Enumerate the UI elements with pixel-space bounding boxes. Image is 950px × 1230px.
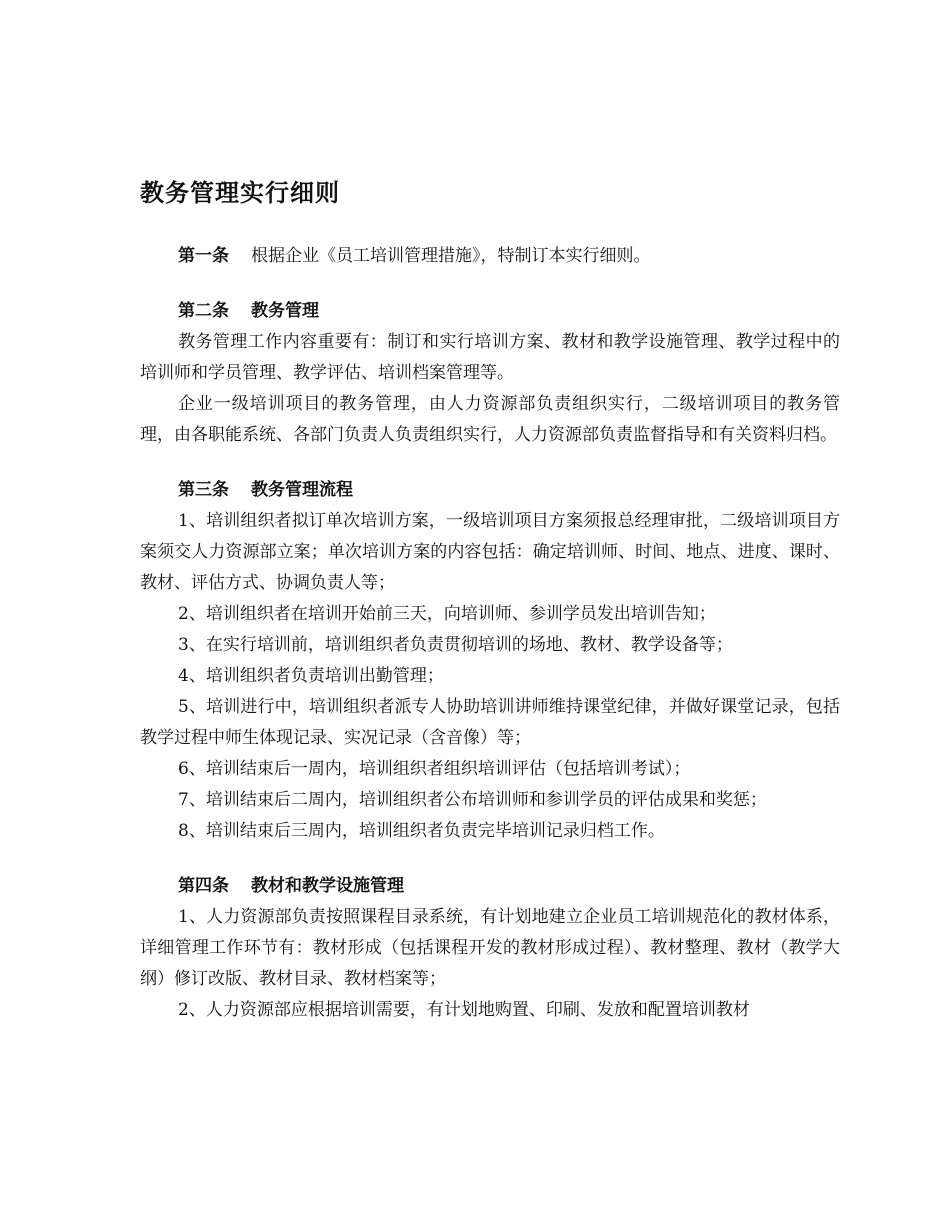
article-number: 第四条 (178, 876, 229, 896)
document-body (140, 175, 840, 1026)
article-3 (140, 475, 840, 847)
article-heading (140, 241, 840, 272)
article-1 (140, 241, 840, 272)
article-heading (140, 475, 840, 506)
list-item: 2、人力资源部应根据培训需要，有计划地购置、印刷、发放和配置培训教材 (178, 1000, 750, 1020)
list-item: 1、培训组织者拟订单次培训方案，一级培训项目方案须报总经理审批，二级培训项目方案须交人力资源部立案；单次培训方案的内容包括：确定培训师、时间、地点、进度、课时、教材、评估方式、协调负责人等； (140, 511, 840, 593)
list-item: 2、培训组织者在培训开始前三天，向培训师、参训学员发出培训告知； (178, 604, 716, 624)
list-item: 3、在实行培训前，培训组织者负责贯彻培训的场地、教材、教学设备等； (178, 635, 733, 655)
list-item: 1、人力资源部负责按照课程目录系统，有计划地建立企业员工培训规范化的教材体系，详细管理工作环节有：教材形成（包括课程开发的教材形成过程）、教材整理、教材（教学大纲）修订改版、教材目录、教材档案等； (140, 907, 840, 989)
article-number: 第一条 (178, 246, 229, 266)
article-text: 根据企业《员工培训管理措施》，特制订本实行细则。 (251, 246, 651, 266)
article-number: 第二条 (178, 301, 229, 321)
article-2 (140, 296, 840, 451)
list-item: 5、培训进行中，培训组织者派专人协助培训讲师维持课堂纪律，并做好课堂记录，包括教学过程中师生体现记录、实况记录（含音像）等； (140, 697, 840, 748)
document-title: 教务管理实行细则 (140, 178, 340, 207)
list-item: 6、培训结束后一周内，培训组织者组织培训评估（包括培训考试）； (178, 759, 691, 779)
article-number: 第三条 (178, 480, 229, 500)
article-title: 教务管理流程 (251, 480, 353, 500)
article-title: 教务管理 (251, 301, 319, 321)
list-item: 4、培训组织者负责培训出勤管理； (178, 666, 444, 686)
paragraph: 教务管理工作内容重要有：制订和实行培训方案、教材和教学设施管理、教学过程中的培训师和学员管理、教学评估、培训档案管理等。 (140, 332, 840, 383)
article-4 (140, 871, 840, 1026)
list-item: 7、培训结束后二周内，培训组织者公布培训师和参训学员的评估成果和奖惩； (178, 790, 767, 810)
paragraph: 企业一级培训项目的教务管理，由人力资源部负责组织实行，二级培训项目的教务管理，由各职能系统、各部门负责人负责组织实行，人力资源部负责监督指导和有关资料归档。 (140, 394, 840, 445)
list-item: 8、培训结束后三周内，培训组织者负责完毕培训记录归档工作。 (178, 821, 665, 841)
article-heading (140, 871, 840, 902)
article-heading (140, 296, 840, 327)
article-title: 教材和教学设施管理 (251, 876, 404, 896)
